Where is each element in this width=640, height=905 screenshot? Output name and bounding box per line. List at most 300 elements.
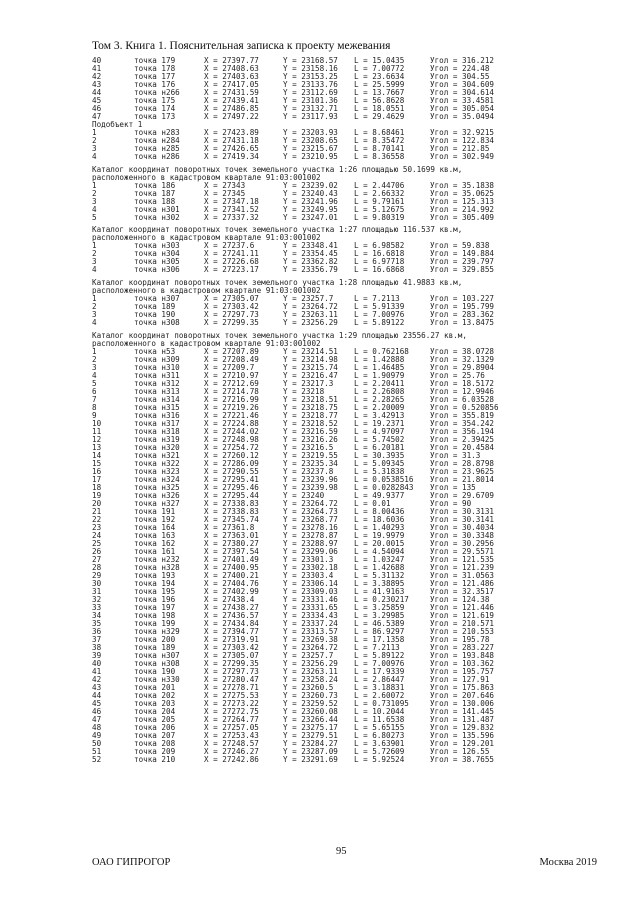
direction-angle: Угол = 214.992	[430, 204, 495, 214]
point-index: 11	[92, 426, 102, 436]
direction-angle: Угол = 304.614	[430, 88, 495, 98]
x-coordinate: X = 27295.41	[204, 474, 259, 484]
y-coordinate: Y = 23331.46	[283, 595, 338, 605]
point-name: точка 200	[134, 635, 176, 645]
y-coordinate: Y = 23264.72	[283, 643, 338, 653]
x-coordinate: X = 27305.07	[204, 293, 259, 303]
x-coordinate: X = 27275.53	[204, 691, 259, 701]
coordinate-row	[92, 756, 602, 764]
direction-angle: Угол = 31.3	[430, 450, 481, 460]
y-coordinate: Y = 23112.69	[283, 88, 338, 98]
x-coordinate: X = 27401.49	[204, 554, 259, 564]
direction-angle: Угол = 103.227	[430, 293, 495, 303]
point-name: точка н314	[134, 394, 180, 404]
direction-angle: Угол = 129.832	[430, 723, 495, 733]
segment-length: L = 5.31838	[354, 466, 405, 476]
point-name: точка н319	[134, 434, 180, 444]
direction-angle: Угол = 283.362	[430, 309, 495, 319]
x-coordinate: X = 27438.27	[204, 603, 259, 613]
y-coordinate: Y = 23235.34	[283, 458, 338, 468]
segment-length: L = 19.9979	[354, 530, 405, 540]
direction-angle: Угол = 193.848	[430, 651, 495, 661]
point-name: точка 163	[134, 530, 176, 540]
x-coordinate: X = 27253.43	[204, 731, 259, 741]
direction-angle: Угол = 29.6709	[430, 490, 495, 500]
y-coordinate: Y = 23275.17	[283, 723, 338, 733]
point-index: 37	[92, 635, 102, 645]
point-name: точка н329	[134, 627, 180, 637]
point-index: 52	[92, 755, 102, 765]
y-coordinate: Y = 23256.29	[283, 317, 338, 327]
catalog-section	[92, 327, 602, 764]
y-coordinate: Y = 23362.82	[283, 257, 338, 267]
segment-length: L = 7.2113	[354, 293, 400, 303]
point-index: 44	[92, 691, 102, 701]
x-coordinate: X = 27248.98	[204, 434, 259, 444]
point-name: точка 190	[134, 667, 176, 677]
direction-angle: Угол = 149.884	[430, 249, 495, 259]
y-coordinate: Y = 23218.51	[283, 394, 338, 404]
segment-length: L = 5.12675	[354, 204, 405, 214]
x-coordinate: X = 27438.4	[204, 595, 255, 605]
point-index: 42	[92, 675, 102, 685]
x-coordinate: X = 27419.34	[204, 152, 259, 162]
coordinate-row	[92, 319, 602, 327]
direction-angle: Угол = 131.487	[430, 715, 495, 725]
direction-angle: Угол = 355.819	[430, 410, 495, 420]
y-coordinate: Y = 23260.73	[283, 691, 338, 701]
y-coordinate: Y = 23299.06	[283, 546, 338, 556]
direction-angle: Угол = 30.3141	[430, 514, 495, 524]
x-coordinate: X = 27305.07	[204, 651, 259, 661]
point-index: 45	[92, 699, 102, 709]
y-coordinate: Y = 23306.14	[283, 578, 338, 588]
x-coordinate: X = 27363.01	[204, 530, 259, 540]
direction-angle: Угол = 13.8475	[430, 317, 495, 327]
segment-length: L = 13.7667	[354, 88, 405, 98]
point-name: точка н330	[134, 675, 180, 685]
page-number: 95	[336, 846, 347, 857]
direction-angle: Угол = 316.212	[430, 56, 495, 65]
point-name: точка 194	[134, 578, 176, 588]
segment-length: L = 1.03247	[354, 554, 405, 564]
direction-angle: Угол = 195.757	[430, 667, 495, 677]
point-index: 5	[92, 212, 97, 222]
segment-length: L = 9.79161	[354, 196, 405, 206]
segment-length: L = 16.6868	[354, 265, 405, 275]
segment-length: L = 30.3935	[354, 450, 405, 460]
x-coordinate: X = 27223.17	[204, 265, 259, 275]
segment-length: L = 9.80319	[354, 212, 405, 222]
direction-angle: Угол = 30.3348	[430, 530, 495, 540]
segment-length: L = 5.91339	[354, 301, 405, 311]
x-coordinate: X = 27295.46	[204, 482, 259, 492]
segment-length: L = 18.6036	[354, 514, 405, 524]
point-index: 4	[92, 265, 97, 275]
segment-length: L = 5.89122	[354, 651, 405, 661]
point-name: точка 174	[134, 104, 176, 114]
point-index: 17	[92, 474, 102, 484]
direction-angle: Угол = 30.3131	[430, 506, 495, 516]
segment-length: L = 2.28265	[354, 394, 405, 404]
point-index: 4	[92, 317, 97, 327]
x-coordinate: X = 27246.27	[204, 747, 259, 757]
point-index: 40	[92, 659, 102, 669]
y-coordinate: Y = 23313.57	[283, 627, 338, 637]
point-index: 35	[92, 619, 102, 629]
point-name: точка 177	[134, 72, 176, 82]
x-coordinate: X = 27297.73	[204, 667, 259, 677]
catalog-section	[92, 57, 602, 121]
segment-length: L = 6.98582	[354, 241, 405, 251]
direction-angle: Угол = 121.535	[430, 554, 495, 564]
segment-length: L = 2.20009	[354, 402, 405, 412]
direction-angle: Угол = 32.9215	[430, 128, 495, 138]
segment-length: L = 86.9297	[354, 627, 405, 637]
document-title: Том 3. Книга 1. Пояснительная записка к проекту межевания	[92, 40, 391, 52]
y-coordinate: Y = 23266.44	[283, 715, 338, 725]
segment-length: L = 5.92524	[354, 755, 405, 765]
x-coordinate: X = 27439.41	[204, 96, 259, 106]
point-name: точка 203	[134, 699, 176, 709]
x-coordinate: X = 27345	[204, 188, 246, 198]
point-index: 47	[92, 112, 102, 122]
segment-length: L = 8.00436	[354, 506, 405, 516]
point-name: точка н285	[134, 144, 180, 154]
x-coordinate: X = 27248.57	[204, 739, 259, 749]
x-coordinate: X = 27260.12	[204, 450, 259, 460]
segment-length: L = 3.42913	[354, 410, 405, 420]
segment-length: L = 5.65155	[354, 723, 405, 733]
point-name: точка 164	[134, 522, 176, 532]
segment-length: L = 2.20411	[354, 378, 405, 388]
point-name: точка 208	[134, 739, 176, 749]
x-coordinate: X = 27273.22	[204, 699, 259, 709]
direction-angle: Угол = 31.0563	[430, 570, 495, 580]
point-index: 1	[92, 241, 97, 251]
direction-angle: Угол = 224.48	[430, 64, 490, 74]
catalog-section	[92, 222, 602, 275]
y-coordinate: Y = 23216.26	[283, 434, 338, 444]
y-coordinate: Y = 23217.3	[283, 378, 334, 388]
direction-angle: Угол = 175.863	[430, 683, 495, 693]
page-header	[92, 40, 390, 52]
x-coordinate: X = 27212.69	[204, 378, 259, 388]
x-coordinate: X = 27402.99	[204, 587, 259, 596]
direction-angle: Угол = 29.8904	[430, 362, 495, 372]
point-name: точка н283	[134, 128, 180, 138]
segment-length: L = 46.5389	[354, 619, 405, 629]
segment-length: L = 6.97718	[354, 257, 405, 267]
segment-length: L = 4.97097	[354, 426, 405, 436]
x-coordinate: X = 27394.77	[204, 627, 259, 637]
direction-angle: Угол = 127.91	[430, 675, 490, 685]
point-index: 34	[92, 611, 102, 621]
segment-length: L = 10.2044	[354, 707, 405, 717]
direction-angle: Угол = 38.0728	[430, 346, 495, 356]
segment-length: L = 2.44706	[354, 180, 405, 190]
point-index: 2	[92, 301, 97, 311]
x-coordinate: X = 27303.42	[204, 301, 259, 311]
y-coordinate: Y = 23356.79	[283, 265, 338, 275]
point-index: 1	[92, 293, 97, 303]
segment-length: L = 18.0551	[354, 104, 405, 114]
x-coordinate: X = 27244.02	[204, 426, 259, 436]
y-coordinate: Y = 23309.03	[283, 587, 338, 596]
point-index: 25	[92, 538, 102, 548]
point-index: 12	[92, 434, 102, 444]
point-index: 46	[92, 707, 102, 717]
point-name: точка 199	[134, 619, 176, 629]
x-coordinate: X = 27404.76	[204, 578, 259, 588]
coordinate-row	[92, 113, 602, 121]
point-name: точка 178	[134, 64, 176, 74]
point-index: 26	[92, 546, 102, 556]
point-name: точка 188	[134, 196, 176, 206]
point-index: 27	[92, 554, 102, 564]
y-coordinate: Y = 23203.93	[283, 128, 338, 138]
segment-length: L = 41.9163	[354, 587, 405, 596]
y-coordinate: Y = 23158.16	[283, 64, 338, 74]
segment-length: L = 29.4629	[354, 112, 405, 122]
point-index: 20	[92, 498, 102, 508]
point-name: точка н312	[134, 378, 180, 388]
direction-angle: Угол = 195.799	[430, 301, 495, 311]
city-year: Москва 2019	[539, 857, 597, 868]
point-name: точка н315	[134, 402, 180, 412]
point-name: точка н306	[134, 265, 180, 275]
coordinate-row	[92, 214, 602, 222]
y-coordinate: Y = 23257.7	[283, 293, 334, 303]
point-index: 30	[92, 578, 102, 588]
point-name: точка н284	[134, 136, 180, 146]
direction-angle: Угол = 305.409	[430, 212, 495, 222]
direction-angle: Угол = 129.201	[430, 739, 495, 749]
point-name: точка 193	[134, 570, 176, 580]
point-name: точка 162	[134, 538, 176, 548]
y-coordinate: Y = 23331.65	[283, 603, 338, 613]
point-index: 29	[92, 570, 102, 580]
x-coordinate: X = 27343	[204, 180, 246, 190]
x-coordinate: X = 27216.99	[204, 394, 259, 404]
y-coordinate: Y = 23256.29	[283, 659, 338, 669]
y-coordinate: Y = 23284.27	[283, 739, 338, 749]
point-index: 24	[92, 530, 102, 540]
point-index: 7	[92, 394, 97, 404]
x-coordinate: X = 27264.77	[204, 715, 259, 725]
y-coordinate: Y = 23287.09	[283, 747, 338, 757]
y-coordinate: Y = 23218.75	[283, 402, 338, 412]
section-heading: Каталог координат поворотных точек земельного участка 1:29 площадью 23556.27 кв.м,	[92, 330, 467, 340]
point-index: 19	[92, 490, 102, 500]
direction-angle: Угол = 122.834	[430, 136, 495, 146]
point-index: 3	[92, 196, 97, 206]
point-name: точка н325	[134, 482, 180, 492]
point-index: 45	[92, 96, 102, 106]
x-coordinate: X = 27237.6	[204, 241, 255, 251]
direction-angle: Угол = 356.194	[430, 426, 495, 436]
point-name: точка н316	[134, 410, 180, 420]
point-index: 41	[92, 64, 102, 74]
section-heading: Подобъект 1	[92, 120, 143, 130]
y-coordinate: Y = 23257.7	[283, 651, 334, 661]
point-index: 44	[92, 88, 102, 98]
y-coordinate: Y = 23216.5	[283, 442, 334, 452]
point-index: 16	[92, 466, 102, 476]
y-coordinate: Y = 23133.76	[283, 80, 338, 90]
point-index: 43	[92, 80, 102, 90]
direction-angle: Угол = 18.5172	[430, 378, 495, 388]
x-coordinate: X = 27400.21	[204, 570, 259, 580]
point-name: точка 195	[134, 587, 176, 596]
x-coordinate: X = 27431.18	[204, 136, 259, 146]
y-coordinate: Y = 23278.16	[283, 522, 338, 532]
x-coordinate: X = 27345.74	[204, 514, 259, 524]
point-index: 2	[92, 249, 97, 259]
segment-length: L = 8.70141	[354, 144, 405, 154]
x-coordinate: X = 27338.83	[204, 506, 259, 516]
segment-length: L = 0.01	[354, 498, 391, 508]
segment-length: L = 0.0538516	[354, 474, 414, 484]
point-name: точка н318	[134, 426, 180, 436]
point-name: точка 191	[134, 506, 176, 516]
x-coordinate: X = 27400.95	[204, 562, 259, 572]
y-coordinate: Y = 23259.52	[283, 699, 338, 709]
point-name: точка н320	[134, 442, 180, 452]
segment-length: L = 4.54094	[354, 546, 405, 556]
point-name: точка н328	[134, 562, 180, 572]
direction-angle: Угол = 35.0625	[430, 188, 495, 198]
point-index: 38	[92, 643, 102, 653]
company-name: ОАО ГИПРОГОР	[92, 857, 171, 868]
point-name: точка н310	[134, 362, 180, 372]
y-coordinate: Y = 23278.87	[283, 530, 338, 540]
point-index: 40	[92, 56, 102, 65]
y-coordinate: Y = 23215.74	[283, 362, 338, 372]
point-name: точка н322	[134, 458, 180, 468]
section-heading: расположенного в кадастровом квартале 91:03:001002	[92, 338, 321, 348]
x-coordinate: X = 27221.46	[204, 410, 259, 420]
y-coordinate: Y = 23219.55	[283, 450, 338, 460]
point-index: 8	[92, 402, 97, 412]
direction-angle: Угол = 59.838	[430, 241, 490, 251]
segment-length: L = 8.36558	[354, 152, 405, 162]
point-name: точка н308	[134, 317, 180, 327]
direction-angle: Угол = 126.55	[430, 747, 490, 757]
point-name: точка 176	[134, 80, 176, 90]
point-name: точка н317	[134, 418, 180, 428]
point-name: точка 173	[134, 112, 176, 122]
direction-angle: Угол = 121.239	[430, 562, 495, 572]
segment-length: L = 3.38895	[354, 578, 405, 588]
point-name: точка 161	[134, 546, 176, 556]
x-coordinate: X = 27303.42	[204, 643, 259, 653]
direction-angle: Угол = 29.5571	[430, 546, 495, 556]
point-index: 32	[92, 595, 102, 605]
segment-length: L = 8.68461	[354, 128, 405, 138]
direction-angle: Угол = 20.4584	[430, 442, 495, 452]
point-index: 36	[92, 627, 102, 637]
point-name: точка н313	[134, 386, 180, 396]
point-name: точка 189	[134, 301, 176, 311]
direction-angle: Угол = 35.0494	[430, 112, 495, 122]
catalog-section	[92, 121, 602, 161]
direction-angle: Угол = 121.446	[430, 603, 495, 613]
y-coordinate: Y = 23117.93	[283, 112, 338, 122]
point-index: 39	[92, 651, 102, 661]
segment-length: L = 5.09345	[354, 458, 405, 468]
x-coordinate: X = 27280.47	[204, 675, 259, 685]
segment-length: L = 5.72609	[354, 747, 405, 757]
y-coordinate: Y = 23218.77	[283, 410, 338, 420]
point-name: точка н326	[134, 490, 180, 500]
point-name: точка н303	[134, 241, 180, 251]
point-index: 2	[92, 188, 97, 198]
point-name: точка н301	[134, 204, 180, 214]
x-coordinate: X = 27497.22	[204, 112, 259, 122]
segment-length: L = 7.00976	[354, 309, 405, 319]
point-name: точка 207	[134, 731, 176, 741]
point-name: точка 197	[134, 603, 176, 613]
x-coordinate: X = 27241.11	[204, 249, 259, 259]
direction-angle: Угол = 125.313	[430, 196, 495, 206]
y-coordinate: Y = 23288.97	[283, 538, 338, 548]
direction-angle: Угол = 195.78	[430, 635, 490, 645]
point-index: 13	[92, 442, 102, 452]
point-index: 3	[92, 144, 97, 154]
direction-angle: Угол = 2.39425	[430, 434, 495, 444]
direction-angle: Угол = 239.797	[430, 257, 495, 267]
point-index: 48	[92, 723, 102, 733]
point-name: точка н307	[134, 293, 180, 303]
segment-length: L = 1.46485	[354, 362, 405, 372]
direction-angle: Угол = 30.2956	[430, 538, 495, 548]
direction-angle: Угол = 304.55	[430, 72, 490, 82]
direction-angle: Угол = 141.445	[430, 707, 495, 717]
x-coordinate: X = 27207.89	[204, 346, 259, 356]
x-coordinate: X = 27347.18	[204, 196, 259, 206]
y-coordinate: Y = 23291.69	[283, 755, 338, 765]
point-name: точка 202	[134, 691, 176, 701]
segment-length: L = 17.1358	[354, 635, 405, 645]
y-coordinate: Y = 23263.11	[283, 309, 338, 319]
point-index: 23	[92, 522, 102, 532]
x-coordinate: X = 27219.26	[204, 402, 259, 412]
point-index: 33	[92, 603, 102, 613]
y-coordinate: Y = 23239.98	[283, 482, 338, 492]
y-coordinate: Y = 23258.24	[283, 675, 338, 685]
section-heading: расположенного в кадастровом квартале 91:03:001002	[92, 233, 321, 243]
segment-length: L = 5.74502	[354, 434, 405, 444]
direction-angle: Угол = 23.9625	[430, 466, 495, 476]
point-index: 31	[92, 587, 102, 596]
point-name: точка 189	[134, 643, 176, 653]
segment-length: L = 3.63901	[354, 739, 405, 749]
direction-angle: Угол = 32.3517	[430, 587, 495, 596]
y-coordinate: Y = 23208.65	[283, 136, 338, 146]
y-coordinate: Y = 23216.47	[283, 370, 338, 380]
y-coordinate: Y = 23337.24	[283, 619, 338, 629]
point-index: 43	[92, 683, 102, 693]
point-index: 1	[92, 128, 97, 138]
direction-angle: Угол = 28.8798	[430, 458, 495, 468]
point-index: 22	[92, 514, 102, 524]
direction-angle: Угол = 32.1329	[430, 354, 495, 364]
point-index: 3	[92, 362, 97, 372]
point-name: точка н232	[134, 554, 180, 564]
point-name: точка 187	[134, 188, 176, 198]
point-index: 21	[92, 506, 102, 516]
